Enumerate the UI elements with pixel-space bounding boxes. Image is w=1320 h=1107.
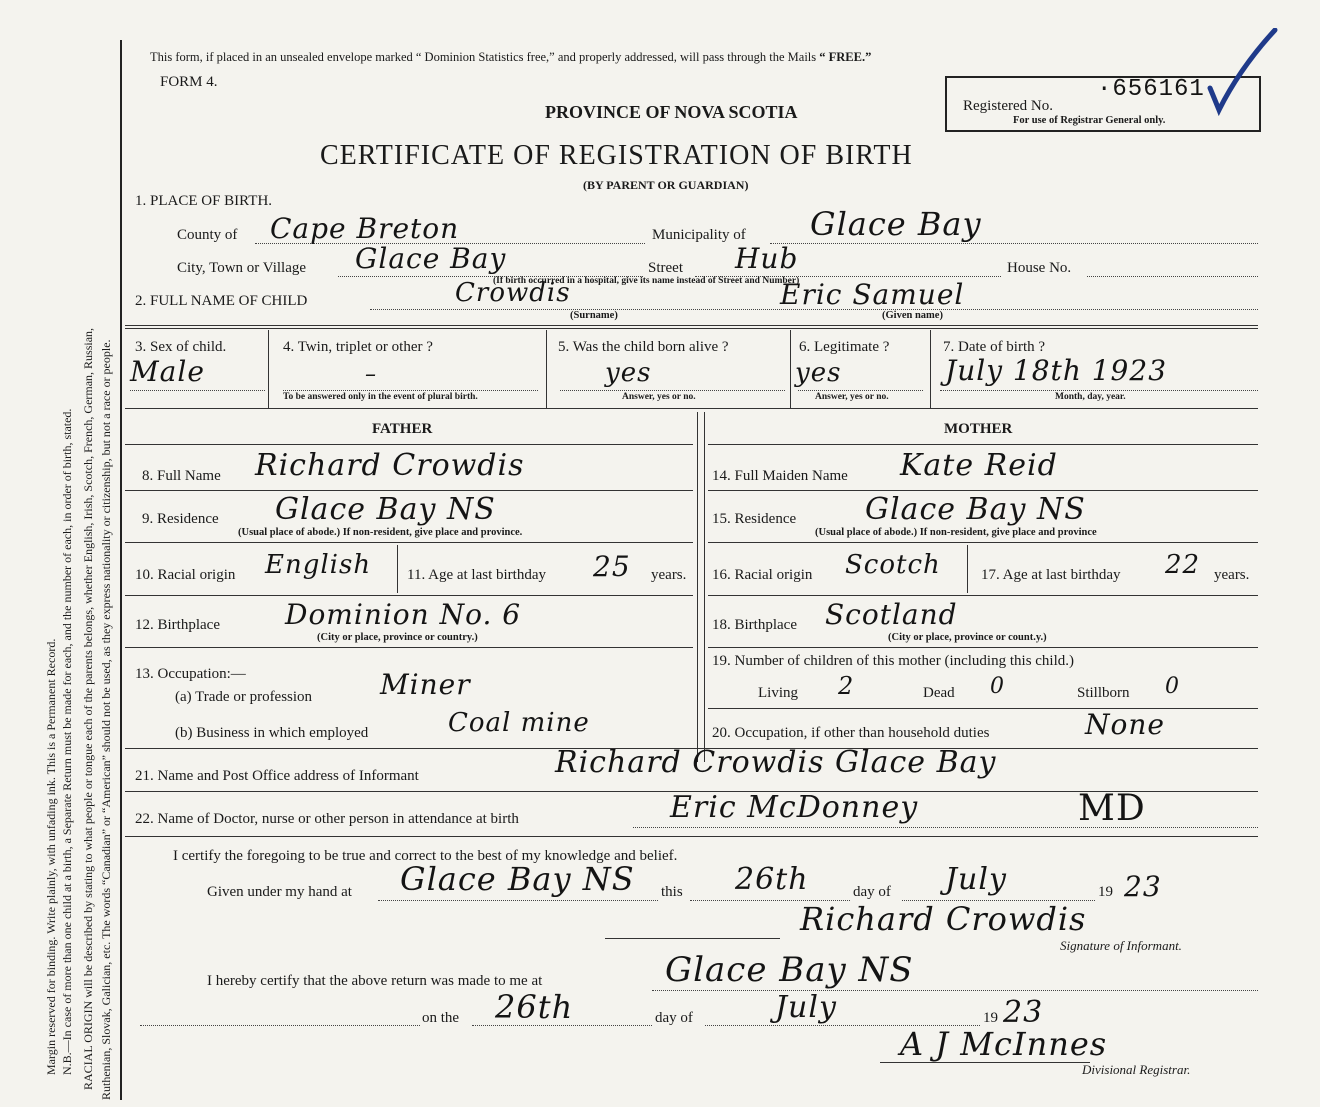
province-title: PROVINCE OF NOVA SCOTIA (545, 102, 798, 122)
registrar-note: For use of Registrar General only. (1013, 115, 1166, 126)
legitimate-value: yes (795, 358, 842, 388)
twin-note: To be answered only in the event of plural birth. (283, 392, 478, 402)
legitimate-label: 6. Legitimate ? (799, 339, 890, 355)
stillborn-label: Stillborn (1077, 685, 1130, 701)
form-number: FORM 4. (160, 74, 218, 90)
mother-birthplace-label: 18. Birthplace (712, 617, 797, 633)
mother-racial-label: 16. Racial origin (712, 567, 813, 583)
mother-age-unit: years. (1214, 567, 1250, 583)
certificate-subtitle: (BY PARENT OR GUARDIAN) (583, 178, 749, 192)
child-name-label: 2. FULL NAME OF CHILD (135, 293, 308, 309)
city-value: Glace Bay (355, 242, 507, 275)
father-age-value: 25 (593, 550, 631, 583)
place-of-birth-label: 1. PLACE OF BIRTH. (135, 193, 273, 209)
legitimate-note: Answer, yes or no. (815, 392, 889, 402)
doctor-suffix: MD (1078, 788, 1146, 829)
mother-children-label: 19. Number of children of this mother (including this child.) (712, 653, 1075, 669)
father-age-unit: years. (651, 567, 687, 583)
certify-statement: I certify the foregoing to be true and correct to the best of my knowledge and belief. (173, 848, 678, 864)
twin-value: – (365, 362, 377, 387)
father-name-value: Richard Crowdis (255, 448, 525, 483)
child-surname-value: Crowdis (455, 278, 571, 308)
city-label: City, Town or Village (177, 260, 307, 276)
living-label: Living (758, 685, 798, 701)
given-day-value: 26th (735, 862, 809, 897)
registration-day-value: 26th (495, 988, 574, 1026)
father-trade-label: (a) Trade or profession (175, 689, 313, 705)
registrar-signature-caption: Divisional Registrar. (1082, 1062, 1191, 1077)
living-value: 2 (838, 672, 855, 700)
father-business-value: Coal mine (448, 708, 590, 738)
on-the-label: on the (422, 1010, 460, 1026)
father-occupation-label: 13. Occupation:— (135, 666, 246, 682)
date-of-birth-label: 7. Date of birth ? (943, 339, 1046, 355)
given-day-of-label: day of (853, 884, 891, 900)
born-alive-label: 5. Was the child born alive ? (558, 339, 729, 355)
father-racial-label: 10. Racial origin (135, 567, 236, 583)
blue-check-mark (1205, 28, 1285, 118)
registrar-place-value: Glace Bay NS (665, 950, 914, 990)
registered-number: ·656161 (1097, 76, 1205, 103)
mail-notice-free: “ FREE.” (819, 50, 872, 64)
county-value: Cape Breton (270, 212, 460, 245)
mother-birthplace-value: Scotland (825, 598, 958, 631)
father-residence-value: Glace Bay NS (275, 492, 496, 527)
registration-year-value: 23 (1003, 995, 1044, 1030)
registration-year-prefix: 19 (983, 1010, 998, 1026)
mother-name-value: Kate Reid (900, 448, 1058, 483)
hospital-note: (If birth occurred in a hospital, give its name instead of Street and Number) (493, 276, 800, 286)
given-under-hand-label: Given under my hand at (207, 884, 352, 900)
informant-signature: Richard Crowdis (800, 900, 1087, 938)
sex-value: Male (130, 355, 205, 388)
father-name-label: 8. Full Name (142, 468, 221, 484)
mother-racial-value: Scotch (845, 550, 941, 580)
surname-caption: (Surname) (570, 310, 618, 321)
informant-signature-caption: Signature of Informant. (1060, 938, 1182, 953)
given-name-caption: (Given name) (882, 310, 943, 321)
street-label: Street (648, 260, 683, 276)
informant-value: Richard Crowdis Glace Bay (555, 745, 997, 780)
father-trade-value: Miner (380, 668, 471, 701)
mother-residence-value: Glace Bay NS (865, 492, 1086, 527)
house-number-label: House No. (1007, 260, 1072, 276)
dead-value: 0 (990, 674, 1005, 699)
margin-note-2: N.B.—In case of more than one child at a birth, a Separate Return must be made for each, and the number of each, in order of birth, stated. (60, 408, 74, 1075)
registrar-statement: I hereby certify that the above return was made to me at (207, 973, 543, 989)
father-racial-value: English (265, 550, 372, 580)
mother-name-label: 14. Full Maiden Name (712, 468, 848, 484)
father-residence-label: 9. Residence (142, 511, 219, 527)
father-residence-note: (Usual place of abode.) If non-resident, give place and province. (238, 527, 523, 538)
mother-age-label: 17. Age at last birthday (981, 567, 1121, 583)
born-alive-value: yes (605, 358, 652, 388)
father-birthplace-value: Dominion No. 6 (285, 598, 522, 631)
mother-occupation-value: None (1085, 708, 1165, 741)
registrar-signature: A J McInnes (900, 1025, 1108, 1063)
mother-occupation-label: 20. Occupation, if other than household duties (712, 725, 990, 741)
this-label: this (661, 884, 683, 900)
father-birthplace-label: 12. Birthplace (135, 617, 220, 633)
county-label: County of (177, 227, 238, 243)
stillborn-value: 0 (1165, 674, 1180, 699)
given-year-prefix: 19 (1098, 884, 1113, 900)
margin-note-1: Margin reserved for binding. Write plainly, with unfading ink. This is a Permanent Record. (44, 638, 58, 1075)
binding-margin-line (120, 40, 122, 1100)
father-business-label: (b) Business in which employed (175, 725, 369, 741)
dead-label: Dead (923, 685, 955, 701)
mother-residence-note: (Usual place of abode.) If non-resident, give place and province (815, 527, 1097, 538)
date-of-birth-value: July 18th 1923 (945, 354, 1168, 387)
mother-residence-label: 15. Residence (712, 511, 797, 527)
given-year-value: 23 (1124, 870, 1162, 903)
street-value: Hub (735, 242, 799, 275)
father-age-label: 11. Age at last birthday (407, 567, 546, 583)
given-place-value: Glace Bay NS (400, 860, 635, 898)
municipality-value: Glace Bay (810, 205, 982, 243)
mother-heading: MOTHER (944, 421, 1013, 437)
mail-notice-text: This form, if placed in an unsealed envelope marked “ Dominion Statistics free,” and properly addressed, will pass through the Mails (150, 50, 817, 64)
father-birthplace-note: (City or place, province or country.) (317, 632, 478, 643)
mother-birthplace-note: (City or place, province or count.y.) (888, 632, 1047, 643)
mother-age-value: 22 (1165, 550, 1201, 580)
born-alive-note: Answer, yes or no. (622, 392, 696, 402)
municipality-label: Municipality of (652, 227, 746, 243)
margin-note-4: Ruthenian, Slovak, Galician, etc. The words “Canadian” or “American” should not be used, as they express nationality or citizenship, but not a race or people. (99, 339, 113, 1100)
twin-label: 4. Twin, triplet or other ? (283, 339, 433, 355)
doctor-label: 22. Name of Doctor, nurse or other person in attendance at birth (135, 811, 519, 827)
certificate-title: CERTIFICATE OF REGISTRATION OF BIRTH (320, 140, 913, 171)
registration-day-of-label: day of (655, 1010, 693, 1026)
margin-note-3: RACIAL ORIGIN will be described by stating to what people or tongue each of the parents belongs, whether English, Irish, Scotch, French, German, Russian, (81, 327, 95, 1090)
registered-label: Registered No. (963, 98, 1053, 114)
informant-label: 21. Name and Post Office address of Informant (135, 768, 419, 784)
given-month-value: July (945, 862, 1007, 897)
sex-label: 3. Sex of child. (135, 339, 227, 355)
child-given-name-value: Eric Samuel (780, 278, 965, 311)
father-heading: FATHER (372, 421, 433, 437)
doctor-value: Eric McDonney (670, 790, 919, 825)
date-of-birth-note: Month, day, year. (1055, 392, 1126, 402)
registration-month-value: July (775, 990, 837, 1025)
mail-notice (150, 50, 871, 65)
